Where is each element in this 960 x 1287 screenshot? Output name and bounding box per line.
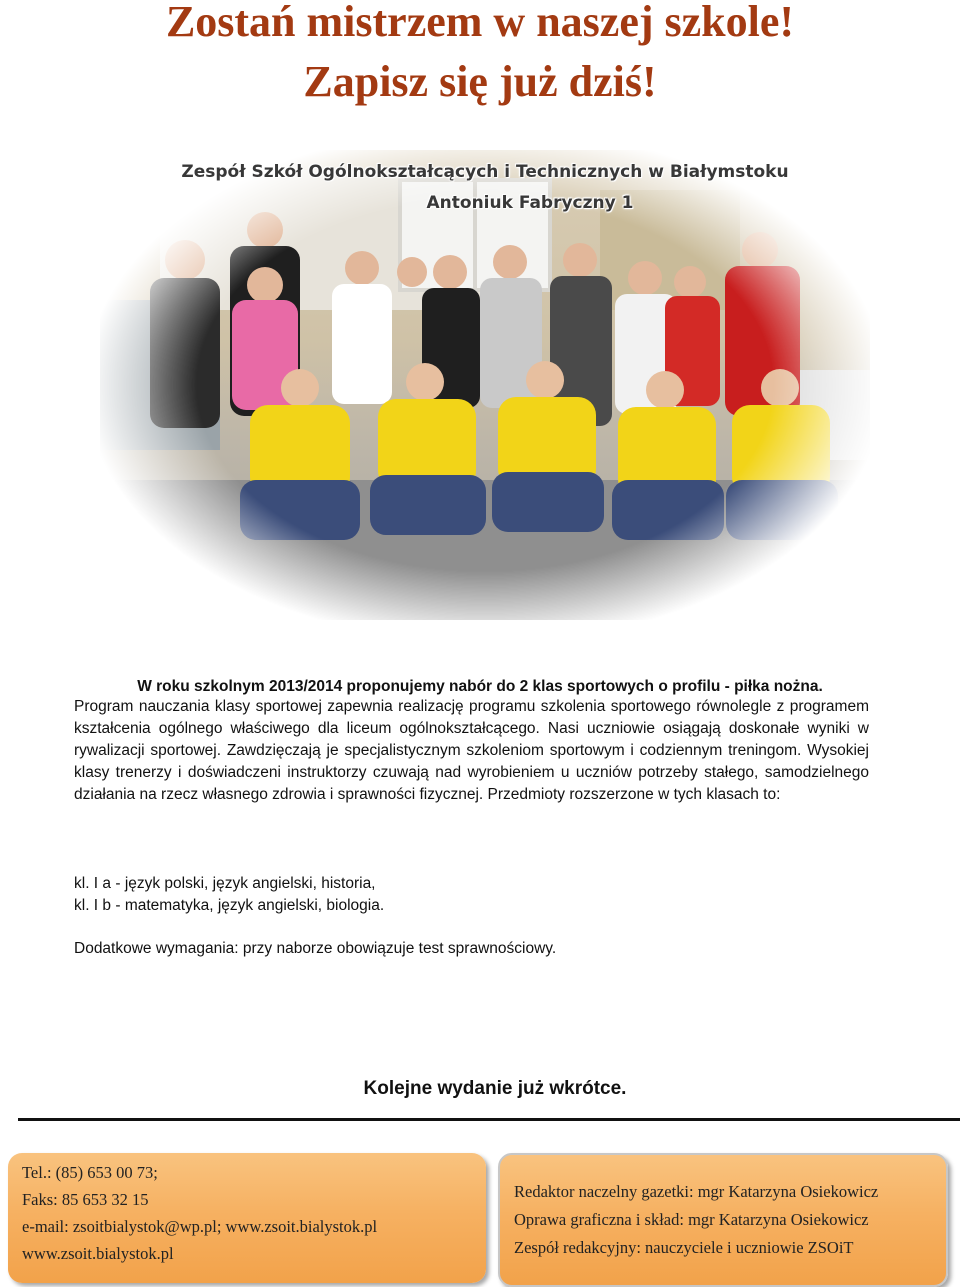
headline-line-2: Zapisz się już dziś! xyxy=(303,57,657,106)
class-item-1a: kl. I a - język polski, język angielski, historia, xyxy=(74,875,376,892)
editorial-box xyxy=(498,1153,948,1287)
group-photo-illustration xyxy=(100,150,870,620)
editorial-editor: Redaktor naczelny gazetki: mgr Katarzyna Osiekowicz xyxy=(514,1182,879,1201)
contact-tel: Tel.: (85) 653 00 73; xyxy=(22,1163,158,1182)
editorial-team: Zespół redakcyjny: nauczyciele i uczniowie ZSOiT xyxy=(514,1238,854,1257)
divider-line xyxy=(18,1118,960,1121)
editorial-layout: Oprawa graficzna i skład: mgr Katarzyna Osiekowicz xyxy=(514,1210,869,1229)
class-item-1b: kl. I b - matematyka, język angielski, biologia. xyxy=(74,897,385,914)
contact-fax: Faks: 85 653 32 15 xyxy=(22,1190,149,1209)
body-paragraph: Program nauczania klasy sportowej zapewnia realizację programu szkolenia sportowego równolegle z programem kształcenia ogólnego właściwego dla liceum ogólnokształcącego. Nasi uczniowie osiągają doskonałe wyniki w rywalizacji sportowej. Zawdzięczają je specjalistycznym szkoleniom sportowym i codziennym treningom. Wysokiej klasy trenerzy i doświadczeni instruktorzy czuwają nad wyrobieniem u uczniów potrzeby stałego, samodzielnego działania na rzecz własnego zdrowia i sprawności fizycznej. Przedmioty rozszerzone w tych klasach to: xyxy=(74,698,869,803)
lead-paragraph: W roku szkolnym 2013/2014 proponujemy nabór do 2 klas sportowych o profilu - piłka nożna. xyxy=(137,678,823,695)
photo-caption-school: Zespół Szkół Ogólnokształcących i Technicznych w Białymstoku xyxy=(181,162,789,182)
next-issue-note: Kolejne wydanie już wkrótce. xyxy=(363,1078,627,1099)
contact-website[interactable]: www.zsoit.bialystok.pl xyxy=(22,1244,174,1263)
extra-requirements: Dodatkowe wymagania: przy naborze obowiązuje test sprawnościowy. xyxy=(74,940,557,957)
contact-email[interactable]: e-mail: zsoitbialystok@wp.pl; www.zsoit.bialystok.pl xyxy=(22,1217,378,1236)
class-list xyxy=(74,873,384,917)
photo-caption-address: Antoniuk Fabryczny 1 xyxy=(426,193,634,213)
contact-box xyxy=(8,1153,486,1283)
headline-line-1: Zostań mistrzem w naszej szkole! xyxy=(165,0,795,46)
group-photo xyxy=(100,150,870,620)
